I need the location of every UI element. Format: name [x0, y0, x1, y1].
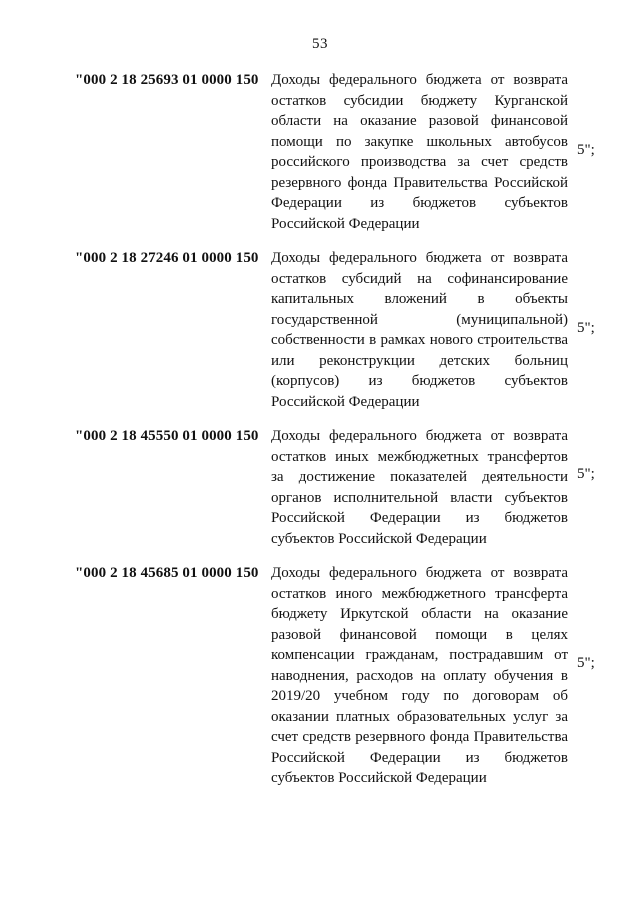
description-line: компенсации гражданам, пострадавшим от [271, 647, 568, 663]
budget-entry [75, 563, 605, 789]
closing-marker: 5"; [577, 142, 595, 158]
description-line: области на оказание разовой финансовой [271, 113, 568, 129]
description-line: Российской Федерации из бюджетов [271, 510, 568, 526]
closing-marker: 5"; [577, 466, 595, 482]
description-line: разовой финансовой помощи в целях [271, 626, 568, 643]
description-line: субъектов Российской Федерации [271, 530, 487, 547]
description-line: Доходы федерального бюджета от возврата [271, 250, 568, 266]
budget-code: "000 2 18 25693 01 0000 150 [75, 72, 259, 88]
closing-marker: 5"; [577, 655, 595, 671]
description-line: субъектов Российской Федерации [271, 770, 487, 786]
description-line: остатков иных межбюджетных трансфертов [271, 448, 568, 465]
description-line: (корпусов) из бюджетов субъектов [271, 373, 568, 389]
budget-entry [75, 426, 605, 549]
budget-code: "000 2 18 45550 01 0000 150 [75, 428, 259, 444]
description-line: собственности в рамках нового строительства [271, 332, 568, 348]
entry-description [271, 563, 568, 789]
budget-entry [75, 248, 605, 412]
description-line: государственной (муниципальной) [271, 311, 568, 328]
description-line: Российской Федерации из бюджетов [271, 749, 568, 766]
description-line: за достижение показателей деятельности [271, 469, 568, 485]
description-line: помощи по закупке школьных автобусов [271, 133, 568, 150]
entry-description [271, 70, 568, 234]
description-line: Российской Федерации [271, 393, 420, 410]
description-line: или реконструкции детских больниц [271, 352, 568, 369]
description-line: органов исполнительной власти субъектов [271, 489, 568, 506]
description-line: счет средств резервного фонда Правительства [271, 729, 568, 745]
description-line: Доходы федерального бюджета от возврата [271, 565, 568, 581]
budget-code: "000 2 18 27246 01 0000 150 [75, 250, 259, 266]
description-line: резервного фонда Правительства Российской [271, 174, 568, 191]
description-line: бюджету Иркутской области на оказание [271, 606, 568, 622]
description-line: оказании платных образовательных услуг за [271, 708, 568, 725]
description-line: Федерации из бюджетов субъектов [271, 195, 568, 211]
description-line: 2019/20 учебном году по договорам об [271, 688, 568, 704]
description-line: Доходы федерального бюджета от возврата [271, 72, 568, 88]
description-line: наводнения, расходов на оплату обучения в [271, 667, 568, 684]
page-number: 53 [312, 36, 328, 52]
entries-list [75, 70, 605, 803]
description-line: остатков субсидий на софинансирование [271, 270, 568, 287]
description-line: Российской Федерации [271, 215, 420, 232]
description-line: капитальных вложений в объекты [271, 291, 568, 307]
closing-marker: 5"; [577, 320, 595, 336]
description-line: остатков субсидии бюджету Курганской [271, 92, 568, 109]
budget-entry [75, 70, 605, 234]
entry-description [271, 426, 568, 549]
description-line: Доходы федерального бюджета от возврата [271, 428, 568, 444]
entry-description [271, 248, 568, 412]
budget-code: "000 2 18 45685 01 0000 150 [75, 565, 259, 581]
description-line: российского производства за счет средств [271, 154, 568, 170]
description-line: остатков иного межбюджетного трансферта [271, 585, 568, 602]
